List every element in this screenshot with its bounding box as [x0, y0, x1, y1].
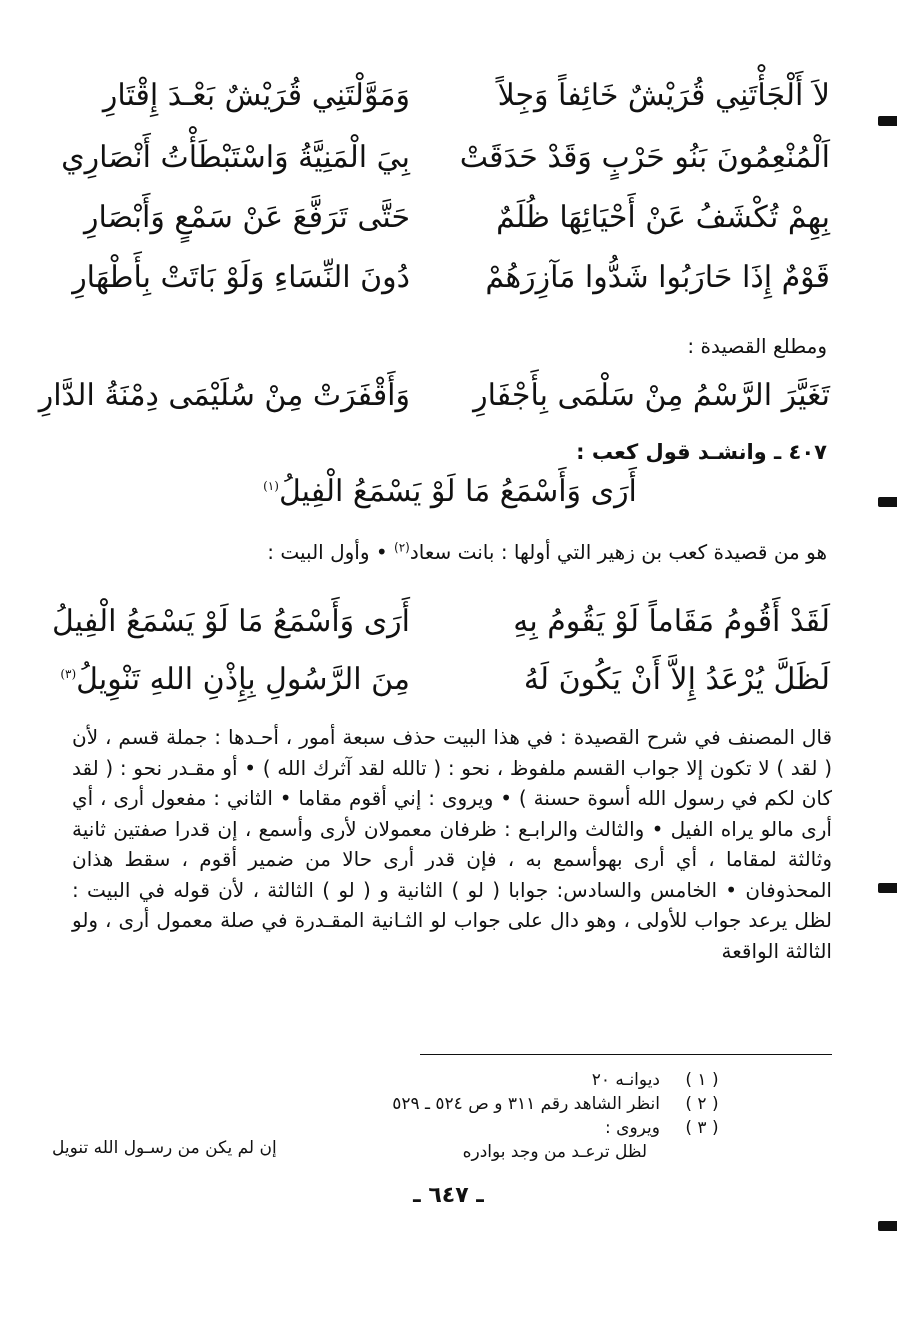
- edge-mark: [878, 1221, 897, 1231]
- verse-second-hemistich: وَمَوَّلْتَنِي قُرَيْشٌ بَعْـدَ إِقْتَارِ: [102, 77, 410, 113]
- verse-first-hemistich: لَظَلَّ يُرْعَدُ إِلاَّ أَنْ يَكُونَ لَهُ: [523, 661, 830, 697]
- matla-label: ومطلع القصيدة :: [687, 334, 827, 358]
- verse-line: [61, 128, 830, 186]
- section-heading: ٤٠٧ ـ وانشـد قول كعب :: [576, 440, 827, 464]
- matla-verse: [38, 366, 830, 424]
- verse-second-hemistich: حَتَّى تَرَفَّعَ عَنْ سَمْعٍ وَأَبْصَارِ: [84, 199, 410, 235]
- verse-second-hemistich: دُونَ النِّسَاءِ وَلَوْ بَاتَتْ بِأَطْهَارِ: [72, 259, 410, 295]
- intro-text: هو من قصيدة كعب بن زهير التي أولها : بانت سعاد: [409, 540, 827, 564]
- quoted-half-verse: [70, 474, 830, 509]
- footnote-ref: (٣): [60, 666, 77, 681]
- verse-second-hemistich: أَرَى وَأَسْمَعُ مَا لَوْ يَسْمَعُ الْفِيلُ: [52, 603, 410, 639]
- edge-mark: [878, 116, 897, 126]
- edge-mark: [878, 497, 897, 507]
- footnote: [82, 1094, 722, 1114]
- intro-tail: • وأول البيت :: [267, 540, 388, 564]
- footnote-verse-second: إن لم يكن من رسـول الله تنويل: [52, 1138, 277, 1158]
- verse-first-hemistich: لَقَدْ أَقُومُ مَقَاماً لَوْ يَقُومُ بِهِ: [513, 603, 830, 639]
- verse-first-hemistich: اَلْمُنْعِمُونَ بَنُو حَرْبٍ وَقَدْ حَدَقَتْ: [459, 139, 830, 175]
- verse-first-hemistich: تَغَيَّرَ الرَّسْمُ مِنْ سَلْمَى بِأَجْفَارِ: [473, 377, 830, 413]
- verse-first-hemistich: لاَ أَلْجَأْتَنِي قُرَيْشٌ خَائِفاً وَجِلاً: [497, 77, 830, 113]
- footnote-ref: (١): [263, 479, 279, 493]
- verse-line: [70, 188, 830, 246]
- verse-second-hemistich: [60, 661, 410, 697]
- verse-line: [70, 66, 830, 124]
- footnote: [82, 1070, 722, 1090]
- verse-line: [52, 592, 830, 650]
- footnote-text: انظر الشاهد رقم ٣١١ و ص ٥٢٤ ـ ٥٢٩: [392, 1094, 660, 1114]
- footnote-number: ( ٣ ): [685, 1118, 719, 1138]
- page-number: ـ ٦٤٧ ـ: [413, 1183, 484, 1208]
- footnote: [82, 1118, 722, 1138]
- verse-line: [60, 650, 830, 708]
- footnote-verse-first: لظل ترعـد من وجد بوادره: [462, 1142, 647, 1162]
- footnote-number: ( ١ ): [685, 1070, 719, 1090]
- verse-line: [70, 248, 830, 306]
- edge-mark: [878, 883, 897, 893]
- verse-first-hemistich: قَوْمٌ إِذَا حَارَبُوا شَدُّوا مَآزِرَهُمْ: [485, 259, 830, 295]
- verse-second-hemistich: بِيَ الْمَنِيَّةُ وَاسْتَبْطَأْتُ أَنْصَارِي: [61, 139, 410, 175]
- footnote-text: ويروى :: [605, 1118, 660, 1138]
- footnote-ref: (٢): [394, 540, 410, 555]
- verse-first-hemistich: بِهِمْ تُكْشَفُ عَنْ أَحْيَائِهَا ظُلَمٌ: [496, 199, 830, 235]
- footnote-divider: [420, 1054, 832, 1055]
- quoted-text: أَرَى وَأَسْمَعُ مَا لَوْ يَسْمَعُ الْفِيلُ: [278, 474, 637, 509]
- verse-second-hemistich: وَأَقْفَرَتْ مِنْ سُلَيْمَى دِمْنَةُ الدَّارِ: [38, 377, 410, 413]
- footnote-number: ( ٢ ): [685, 1094, 719, 1114]
- footnote-text: ديوانـه ٢٠: [591, 1070, 660, 1090]
- intro-line: [67, 540, 827, 564]
- hemistich-text: مِنَ الرَّسُولِ بِإِذْنِ اللهِ تَنْوِيلُ: [76, 661, 410, 697]
- commentary-paragraph: قال المصنف في شرح القصيدة : في هذا البيت حذف سبعة أمور ، أحـدها : جملة قسم ، لأن ( لقد ) لا تكون إلا جواب القسم ملفوظ ، نحو : ( تالله لقد آثرك الله ) • أو مقـدر نحو : ( لقد كان لكم في رسول الله أسوة حسنة ) • ويروى : إني أقوم مقاما • الثاني : مفعول أرى ، أي أرى مالو يراه الفيل • والثالث والرابـع : ظرفان معمولان لأرى وأسمع ، إن قدرا صفتين ثانية وثالثة لمقاما ، أي أرى بهوأسمع به ، فإن قدر أرى حالا من ضمير أقوم ، سقط هذان المحذوفان • الخامس والسادس: جوابا ( لو ) الثانية و ( لو ) الثالثة ، لأن قوله في البيت : لظل يرعد جواب للأولى ، وهو دال على جواب لو الثـانية المقـدرة في صلة معمول أرى ، ولو الثالثة الواقعة: [72, 725, 832, 963]
